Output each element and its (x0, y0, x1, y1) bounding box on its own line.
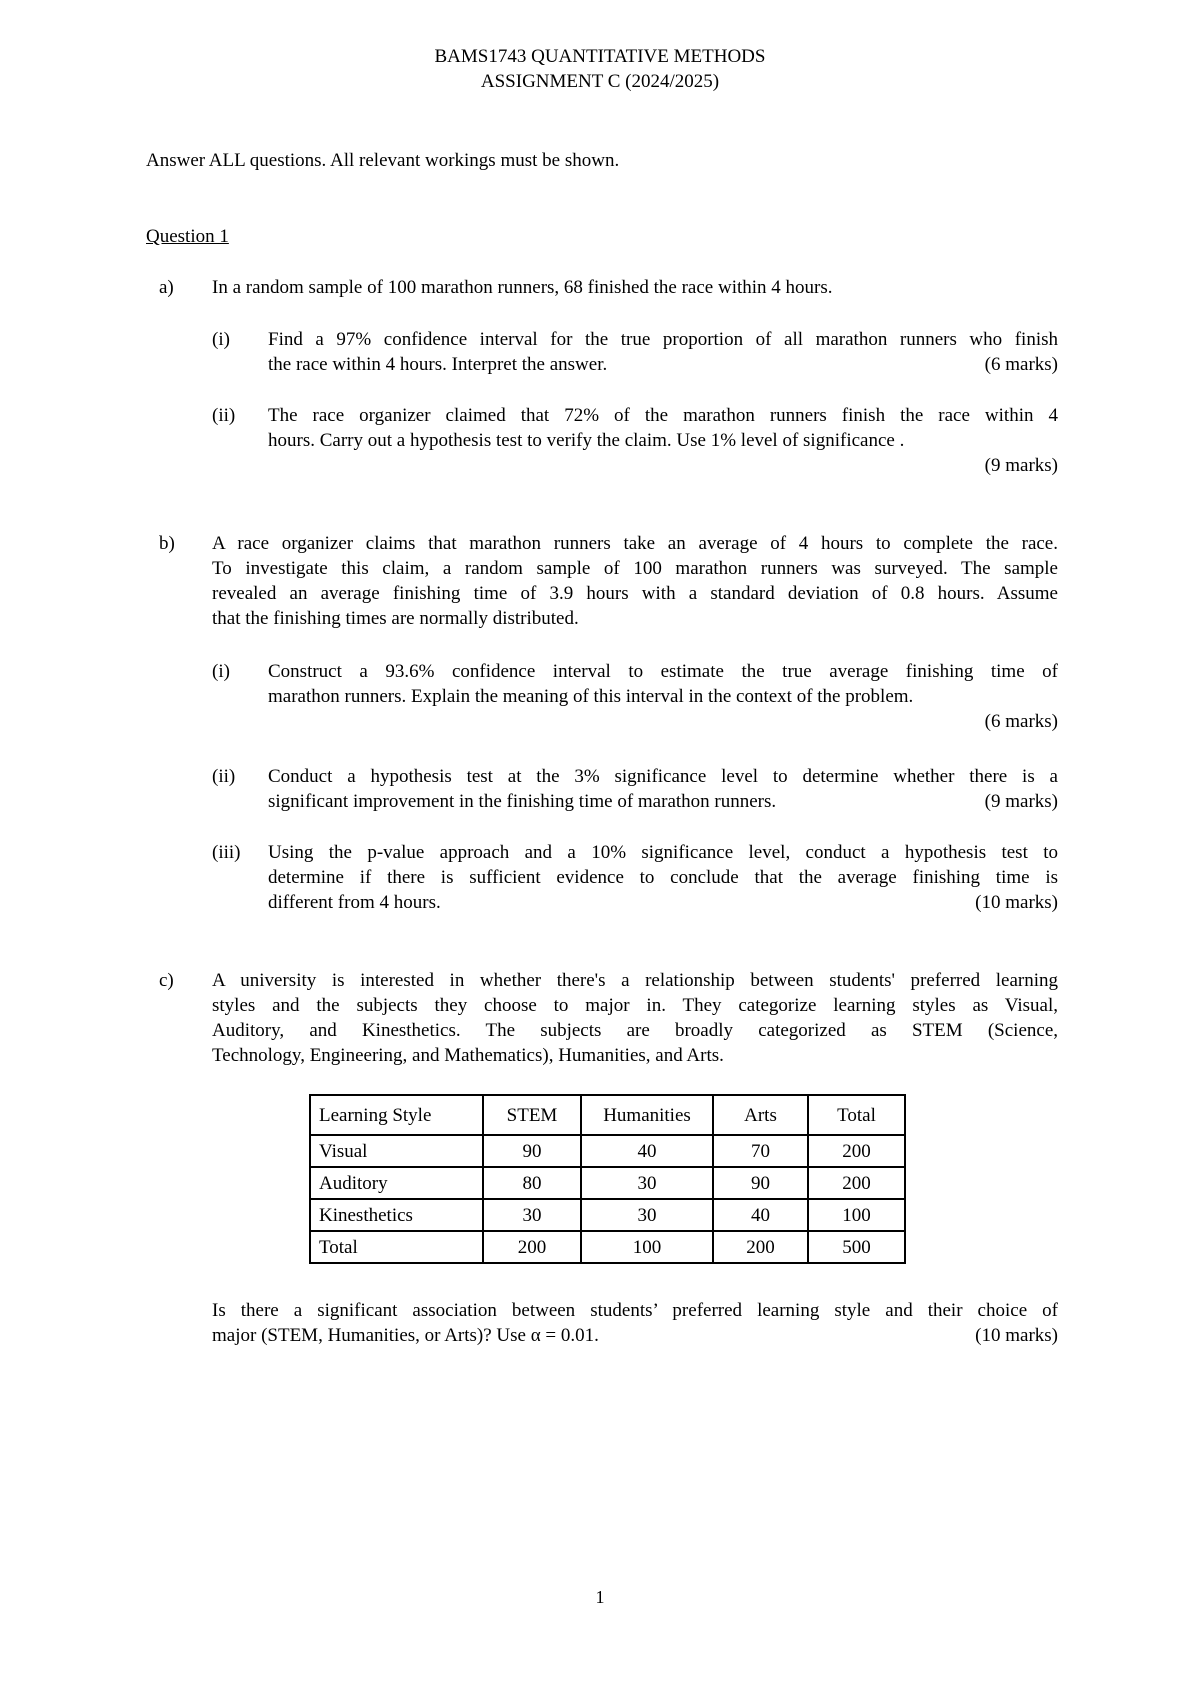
table-cell: 40 (581, 1135, 713, 1167)
part-b-sub-iii-line2: determine if there is sufficient evidence to conclude that the average finishing time is (268, 867, 1058, 888)
part-b-line3: revealed an average finishing time of 3.9 hours with a standard deviation of 0.8 hours. Assume (212, 583, 1058, 604)
instruction-text: Answer ALL questions. All relevant workings must be shown. (146, 150, 620, 171)
part-a-sub-i-label: (i) (212, 329, 230, 350)
table-cell: 30 (581, 1199, 713, 1231)
learning-style-table (309, 1094, 906, 1264)
table-cell: 200 (808, 1167, 905, 1199)
part-b-sub-iii-marks: (10 marks) (975, 892, 1058, 913)
table-row (310, 1135, 905, 1167)
table-row (310, 1167, 905, 1199)
part-a-sub-ii-line1: The race organizer claimed that 72% of the marathon runners finish the race within 4 (268, 405, 1058, 426)
part-a-sub-ii-line2: hours. Carry out a hypothesis test to verify the claim. Use 1% level of significance . (268, 430, 905, 451)
part-a-sub-ii-marks: (9 marks) (984, 455, 1058, 476)
table-cell: 30 (581, 1167, 713, 1199)
table-header-cell: STEM (483, 1095, 581, 1135)
table-cell: 200 (808, 1135, 905, 1167)
part-a-sub-ii-label: (ii) (212, 405, 236, 426)
part-b-sub-ii-marks: (9 marks) (984, 791, 1058, 812)
part-c-marks: (10 marks) (975, 1325, 1058, 1346)
table-cell: 200 (713, 1231, 808, 1263)
table-cell: 100 (808, 1199, 905, 1231)
part-b-line1: A race organizer claims that marathon runners take an average of 4 hours to complete the race. (212, 533, 1058, 554)
table-cell: 30 (483, 1199, 581, 1231)
part-c-line1: A university is interested in whether there's a relationship between students' preferred learning (212, 970, 1058, 991)
table-cell: 100 (581, 1231, 713, 1263)
table-cell: 80 (483, 1167, 581, 1199)
part-b-sub-ii-label: (ii) (212, 766, 236, 787)
table-row (310, 1231, 905, 1263)
part-b-sub-ii-line1: Conduct a hypothesis test at the 3% significance level to determine whether there is a (268, 766, 1058, 787)
part-b-sub-i-marks: (6 marks) (984, 711, 1058, 732)
table-row (310, 1199, 905, 1231)
table-cell: 40 (713, 1199, 808, 1231)
part-c-question-line2: major (STEM, Humanities, or Arts)? Use α = 0.01. (212, 1325, 599, 1346)
table-cell: 90 (713, 1167, 808, 1199)
part-b-line4: that the finishing times are normally distributed. (212, 608, 579, 629)
part-a-sub-i-line1: Find a 97% confidence interval for the true proportion of all marathon runners who finish (268, 329, 1058, 350)
part-b-sub-iii-label: (iii) (212, 842, 241, 863)
part-c-label: c) (159, 970, 174, 991)
table-header-cell: Humanities (581, 1095, 713, 1135)
table-header-row (310, 1095, 905, 1135)
course-title: BAMS1743 QUANTITATIVE METHODS (434, 46, 766, 67)
part-b-sub-i-label: (i) (212, 661, 230, 682)
table-cell: Total (310, 1231, 483, 1263)
assignment-title: ASSIGNMENT C (2024/2025) (480, 71, 720, 92)
table-cell: 500 (808, 1231, 905, 1263)
table-cell: Visual (310, 1135, 483, 1167)
table-header-cell: Total (808, 1095, 905, 1135)
table-cell: 200 (483, 1231, 581, 1263)
part-b-sub-i-line1: Construct a 93.6% confidence interval to estimate the true average finishing time of (268, 661, 1058, 682)
part-a-sub-i-line2: the race within 4 hours. Interpret the answer. (268, 354, 608, 375)
table-cell: Kinesthetics (310, 1199, 483, 1231)
question-title: Question 1 (146, 226, 229, 247)
part-b-sub-iii-line1: Using the p-value approach and a 10% significance level, conduct a hypothesis test to (268, 842, 1058, 863)
table-header-cell: Learning Style (310, 1095, 483, 1135)
part-b-sub-i-line2: marathon runners. Explain the meaning of this interval in the context of the problem. (268, 686, 914, 707)
part-a-label: a) (159, 277, 174, 298)
table-cell: 70 (713, 1135, 808, 1167)
table-cell: Auditory (310, 1167, 483, 1199)
table-cell: 90 (483, 1135, 581, 1167)
part-b-label: b) (159, 533, 175, 554)
part-b-sub-iii-line3: different from 4 hours. (268, 892, 441, 913)
page-number: 1 (595, 1587, 605, 1607)
part-a-text: In a random sample of 100 marathon runners, 68 finished the race within 4 hours. (212, 277, 833, 298)
part-c-question-line1: Is there a significant association between students’ preferred learning style and their choice of (212, 1300, 1058, 1321)
table-header-cell: Arts (713, 1095, 808, 1135)
part-c-question (212, 1298, 1058, 1348)
part-c-line2: styles and the subjects they choose to major in. They categorize learning styles as Visual, (212, 995, 1058, 1016)
part-b-sub-ii-line2: significant improvement in the finishing time of marathon runners. (268, 791, 777, 812)
document-header (0, 44, 1200, 94)
part-b-line2: To investigate this claim, a random sample of 100 marathon runners was surveyed. The sample (212, 558, 1058, 579)
part-c-line4: Technology, Engineering, and Mathematics), Humanities, and Arts. (212, 1045, 724, 1066)
part-c-line3: Auditory, and Kinesthetics. The subjects are broadly categorized as STEM (Science, (212, 1020, 1058, 1041)
part-a-sub-i-marks: (6 marks) (984, 354, 1058, 375)
